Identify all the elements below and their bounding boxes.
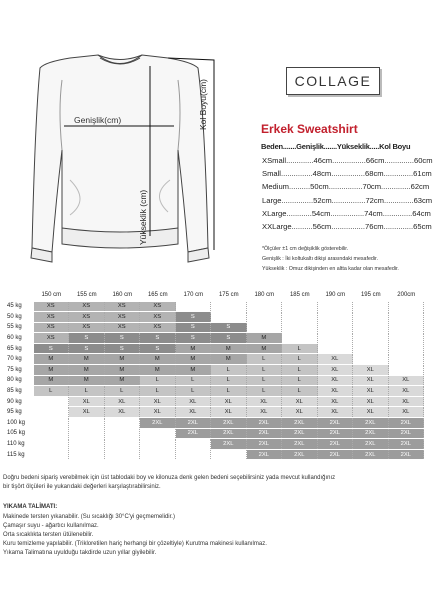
grid-cell: XL	[176, 407, 212, 417]
height-value: 66cm	[365, 156, 385, 165]
grid-row	[0, 418, 424, 429]
sweatshirt-illustration	[0, 0, 260, 285]
weight-label: 75 kg	[7, 366, 22, 373]
grid-cell: XL	[318, 354, 354, 364]
grid-cell	[282, 312, 318, 322]
dots: .............	[286, 156, 314, 165]
grid-cell	[105, 429, 141, 439]
weight-label: 50 kg	[7, 313, 22, 320]
dots: ................	[331, 222, 366, 231]
wash-title: YIKAMA TALİMATI:	[3, 504, 58, 510]
grid-cell: XS	[69, 312, 105, 322]
grid-cell: S	[105, 333, 141, 343]
height-value: 70cm	[362, 182, 382, 192]
grid-cell: S	[176, 323, 212, 333]
dots: ................	[331, 169, 365, 179]
width-value: 54cm	[311, 208, 331, 218]
size-name: Medium	[262, 182, 290, 192]
brand-logo: COLLAGE	[286, 67, 380, 95]
grid-cell: 2XL	[353, 429, 389, 439]
grid-cell	[318, 312, 354, 322]
grid-cell: XS	[140, 312, 176, 322]
grid-cell: 2XL	[389, 429, 425, 439]
advice-text: Doğru bedeni sipariş verebilmek için üst tablodaki boy ve kilonuza denk gelen bedeni seçebilirsiniz yada mevcut kullandığınız	[3, 475, 336, 481]
grid-cell: 2XL	[176, 418, 212, 428]
height-header: 165 cm	[147, 292, 168, 298]
grid-cell: 2XL	[353, 450, 389, 460]
grid-cell	[282, 302, 318, 312]
grid-cell: XL	[282, 397, 318, 407]
sleeve-length-label: Kol Boyu(cm)	[198, 78, 208, 130]
grid-cell: 2XL	[247, 429, 283, 439]
size-row	[262, 208, 431, 218]
grid-cell	[353, 333, 389, 343]
grid-cell: L	[247, 365, 283, 375]
grid-cell: XL	[247, 397, 283, 407]
grid-cell	[69, 450, 105, 460]
grid-cell: M	[176, 354, 212, 364]
grid-cell: 2XL	[389, 418, 425, 428]
weight-label: 90 kg	[7, 398, 22, 405]
grid-cell	[34, 450, 70, 460]
grid-cell: L	[105, 386, 141, 396]
grid-row	[0, 354, 424, 365]
dots: ................	[328, 182, 363, 192]
grid-cell: 2XL	[176, 429, 212, 439]
width-value: 52cm	[313, 195, 332, 205]
grid-cell: 2XL	[389, 439, 425, 449]
grid-cell	[318, 344, 354, 354]
height-label: Yükseklik (cm)	[138, 189, 148, 245]
grid-row	[0, 301, 424, 312]
grid-cell: XL	[211, 397, 247, 407]
grid-cell: XL	[353, 376, 389, 386]
grid-cell: XL	[176, 397, 212, 407]
size-name: Large	[262, 195, 282, 205]
width-value: 50cm	[310, 182, 329, 192]
grid-cell	[105, 450, 141, 460]
grid-cell	[176, 439, 212, 449]
weight-label: 65 kg	[7, 345, 22, 352]
grid-cell: XS	[69, 302, 105, 312]
grid-cell	[211, 302, 247, 312]
grid-cell: S	[69, 344, 105, 354]
weight-label: 100 kg	[7, 419, 26, 426]
size-row	[262, 156, 433, 165]
grid-cell: XL	[318, 376, 354, 386]
dots: ..........	[289, 182, 311, 192]
grid-cell: XL	[353, 365, 389, 375]
grid-cell: S	[140, 344, 176, 354]
grid-row	[0, 322, 424, 333]
grid-cell: XL	[353, 407, 389, 417]
height-header: 185 cm	[289, 292, 310, 298]
grid-cell: XS	[140, 323, 176, 333]
grid-row	[0, 449, 424, 460]
grid-cell	[140, 429, 176, 439]
sleeve-value: 61cm	[413, 169, 432, 179]
grid-cell: 2XL	[211, 418, 247, 428]
grid-cell: XL	[69, 407, 105, 417]
wash-instruction: Makinede tersten yıkanabilir. (Su sıcaklığı 30°C'yi geçmemelidir.)	[3, 514, 175, 520]
size-name: XSmall	[262, 156, 287, 165]
grid-cell: L	[176, 386, 212, 396]
sleeve-value: 63cm	[413, 195, 433, 205]
dots: ..............	[384, 195, 414, 205]
grid-cell: M	[69, 354, 105, 364]
grid-cell: M	[69, 365, 105, 375]
height-header: 190 cm	[325, 292, 346, 298]
wash-instruction: Kuru temizleme yapılabilir. (Trikloretilen hariç herhangi bir çözeltiyle) Kurutma makinesi kullanılmaz.	[3, 541, 267, 547]
grid-cell: M	[176, 344, 212, 354]
grid-cell: M	[176, 365, 212, 375]
grid-cell	[34, 407, 70, 417]
sleeve-value: 62cm	[410, 182, 430, 192]
grid-cell: XS	[34, 312, 70, 322]
grid-cell: M	[211, 354, 247, 364]
grid-cell: 2XL	[247, 450, 283, 460]
weight-label: 115 kg	[7, 451, 25, 458]
grid-cell: XL	[318, 386, 354, 396]
grid-row	[0, 375, 424, 386]
grid-cell: 2XL	[247, 439, 283, 449]
grid-cell: 2XL	[211, 429, 247, 439]
grid-cell: 2XL	[140, 418, 176, 428]
grid-row	[0, 312, 424, 323]
weight-label: 70 kg	[7, 356, 22, 363]
dots: ................	[332, 156, 366, 165]
grid-cell: 2XL	[282, 450, 318, 460]
grid-cell: XL	[105, 397, 141, 407]
grid-cell	[105, 439, 141, 449]
grid-cell	[282, 333, 318, 343]
height-header: 180 cm	[254, 292, 275, 298]
grid-cell: XS	[105, 302, 141, 312]
grid-cell: M	[34, 376, 70, 386]
grid-cell: M	[140, 365, 176, 375]
grid-cell	[176, 302, 212, 312]
sleeve-value: 60cm	[413, 156, 433, 165]
grid-cell: L	[34, 386, 70, 396]
grid-cell: 2XL	[211, 439, 247, 449]
grid-cell	[353, 354, 389, 364]
grid-cell: S	[211, 333, 247, 343]
grid-cell: L	[282, 376, 318, 386]
grid-cell: XL	[211, 407, 247, 417]
size-chart-header: Beden.......Genişlik.......Yükseklik.....Kol Boyu	[261, 142, 411, 151]
grid-cell: 2XL	[353, 439, 389, 449]
grid-cell: XL	[353, 397, 389, 407]
grid-cell: L	[140, 386, 176, 396]
grid-cell: L	[211, 365, 247, 375]
advice-text: bir tişört ölçüleri ile yukarıdaki değerleri karşılaştırabilirsiniz.	[3, 484, 161, 490]
grid-cell: L	[211, 376, 247, 386]
grid-cell	[176, 450, 212, 460]
width-label: Genişlik(cm)	[74, 115, 122, 125]
grid-cell: XL	[389, 376, 425, 386]
size-note: Genişlik : İki koltukaltı dikişi arasındaki mesafedir.	[262, 256, 378, 262]
grid-cell: M	[140, 354, 176, 364]
grid-cell: XL	[318, 407, 354, 417]
grid-cell	[318, 323, 354, 333]
grid-cell: M	[105, 354, 141, 364]
grid-cell: 2XL	[282, 418, 318, 428]
grid-cell: 2XL	[247, 418, 283, 428]
grid-cell: L	[176, 376, 212, 386]
grid-cell: M	[247, 333, 283, 343]
grid-cell	[69, 429, 105, 439]
grid-cell: M	[211, 344, 247, 354]
height-value: 72cm	[365, 195, 385, 205]
grid-cell: M	[34, 354, 70, 364]
sleeve-value: 65cm	[413, 222, 432, 231]
grid-cell: S	[34, 344, 70, 354]
grid-cell	[140, 450, 176, 460]
grid-cell: L	[282, 344, 318, 354]
grid-cell: L	[282, 386, 318, 396]
dots: ................	[331, 195, 366, 205]
grid-cell	[389, 323, 425, 333]
wash-instruction: Çamaşır suyu - ağartıcı kullanılmaz.	[3, 523, 99, 529]
weight-label: 110 kg	[7, 441, 25, 448]
grid-cell	[318, 302, 354, 312]
weight-label: 105 kg	[7, 430, 26, 437]
size-chart-title: Erkek Sweatshirt	[261, 122, 358, 136]
grid-cell: L	[247, 376, 283, 386]
size-row	[262, 182, 430, 192]
grid-cell	[34, 418, 70, 428]
grid-cell	[389, 302, 425, 312]
weight-label: 85 kg	[7, 388, 22, 395]
grid-cell: XL	[69, 397, 105, 407]
grid-cell	[247, 323, 283, 333]
grid-cell: XL	[247, 407, 283, 417]
grid-cell	[69, 418, 105, 428]
dots: ................	[330, 208, 365, 218]
weight-label: 60 kg	[7, 335, 22, 342]
grid-cell: L	[247, 354, 283, 364]
fit-grid	[0, 289, 424, 460]
height-header: 150 cm	[41, 292, 62, 298]
grid-cell: 2XL	[282, 439, 318, 449]
grid-row	[0, 439, 424, 450]
grid-row	[0, 343, 424, 354]
grid-row	[0, 386, 424, 397]
grid-cell	[140, 439, 176, 449]
grid-cell	[211, 312, 247, 322]
grid-cell: M	[69, 376, 105, 386]
width-value: 48cm	[312, 169, 332, 179]
dots: ..............	[383, 169, 414, 179]
grid-cell	[389, 365, 425, 375]
grid-cell: XS	[140, 302, 176, 312]
dots: ...............	[281, 169, 313, 179]
grid-cell: 2XL	[282, 429, 318, 439]
grid-cell: XS	[105, 323, 141, 333]
grid-cell: XL	[389, 386, 425, 396]
grid-cell: XS	[34, 302, 70, 312]
grid-cell: S	[140, 333, 176, 343]
grid-cell: M	[105, 376, 141, 386]
size-note: Yükseklik : Omuz dikişinden en altta kadar olan mesafedir.	[262, 266, 399, 272]
height-header: 195 cm	[360, 292, 381, 298]
grid-cell	[211, 450, 247, 460]
grid-cell	[389, 312, 425, 322]
height-header: 160 cm	[112, 292, 133, 298]
dots: ..........	[291, 222, 313, 231]
height-value: 68cm	[365, 169, 384, 179]
grid-cell: XL	[140, 397, 176, 407]
dots: ..............	[384, 156, 414, 165]
grid-cell: S	[211, 323, 247, 333]
height-header: 175 cm	[218, 292, 239, 298]
size-row	[262, 222, 432, 231]
dots: ............	[286, 208, 312, 218]
width-value: 46cm	[313, 156, 333, 165]
dots: ..............	[383, 222, 414, 231]
size-name: XLarge	[262, 208, 287, 218]
grid-row	[0, 428, 424, 439]
grid-cell: M	[34, 365, 70, 375]
grid-cell: XL	[389, 397, 425, 407]
grid-cell: XL	[282, 407, 318, 417]
grid-cell: L	[247, 386, 283, 396]
grid-cell	[353, 323, 389, 333]
grid-cell: L	[282, 354, 318, 364]
grid-cell	[282, 323, 318, 333]
grid-cell: M	[247, 344, 283, 354]
grid-cell: XL	[105, 407, 141, 417]
grid-cell: M	[105, 365, 141, 375]
grid-cell: XL	[353, 386, 389, 396]
grid-cell	[353, 344, 389, 354]
grid-row	[0, 333, 424, 344]
dots: ..............	[382, 208, 413, 218]
grid-cell	[69, 439, 105, 449]
grid-cell: XS	[34, 323, 70, 333]
size-note: *Ölçüler ±1 cm değişiklik gösterebilir.	[262, 246, 349, 252]
grid-cell	[318, 333, 354, 343]
grid-cell	[34, 439, 70, 449]
height-value: 74cm	[364, 208, 383, 218]
grid-cell: 2XL	[389, 450, 425, 460]
grid-row	[0, 365, 424, 376]
grid-cell	[34, 429, 70, 439]
grid-cell: 2XL	[318, 450, 354, 460]
wash-instruction: Yıkama Talimatına uyulduğu takdirde uzun yıllar giyilebilir.	[3, 550, 157, 556]
size-row	[262, 195, 433, 205]
grid-cell	[389, 354, 425, 364]
width-value: 56cm	[312, 222, 332, 231]
grid-cell	[353, 312, 389, 322]
grid-cell: S	[69, 333, 105, 343]
grid-cell: XS	[69, 323, 105, 333]
dots: ..............	[381, 182, 411, 192]
grid-cell: XL	[318, 397, 354, 407]
grid-cell	[389, 333, 425, 343]
grid-cell: 2XL	[318, 439, 354, 449]
grid-cell: L	[282, 365, 318, 375]
weight-label: 45 kg	[7, 303, 22, 310]
grid-cell	[34, 397, 70, 407]
grid-cell: XS	[34, 333, 70, 343]
grid-cell: 2XL	[318, 418, 354, 428]
height-header: 200cm	[397, 292, 416, 298]
size-name: Small	[262, 169, 281, 179]
grid-cell: XL	[318, 365, 354, 375]
grid-cell	[247, 312, 283, 322]
weight-label: 80 kg	[7, 377, 22, 384]
grid-row	[0, 396, 424, 407]
grid-cell	[247, 302, 283, 312]
weight-label: 95 kg	[7, 409, 22, 416]
grid-cell: L	[211, 386, 247, 396]
grid-cell: L	[140, 376, 176, 386]
weight-label: 55 kg	[7, 324, 22, 331]
grid-cell: XS	[105, 312, 141, 322]
grid-row	[0, 407, 424, 418]
grid-cell: S	[176, 312, 212, 322]
size-name: XXLarge	[262, 222, 292, 231]
grid-cell: L	[69, 386, 105, 396]
grid-cell: S	[176, 333, 212, 343]
sleeve-value: 64cm	[412, 208, 431, 218]
height-value: 76cm	[365, 222, 384, 231]
height-header: 170 cm	[183, 292, 204, 298]
dots: ...............	[281, 195, 314, 205]
grid-cell: S	[105, 344, 141, 354]
grid-cell: 2XL	[353, 418, 389, 428]
grid-cell	[105, 418, 141, 428]
size-row	[262, 169, 432, 179]
height-header: 155 cm	[76, 292, 97, 298]
grid-cell: XL	[140, 407, 176, 417]
grid-cell: XL	[389, 407, 425, 417]
grid-cell	[353, 302, 389, 312]
wash-instruction: Orta sıcaklıkta tersten ütülenebilir.	[3, 532, 94, 538]
grid-cell	[389, 344, 425, 354]
grid-cell: 2XL	[318, 429, 354, 439]
